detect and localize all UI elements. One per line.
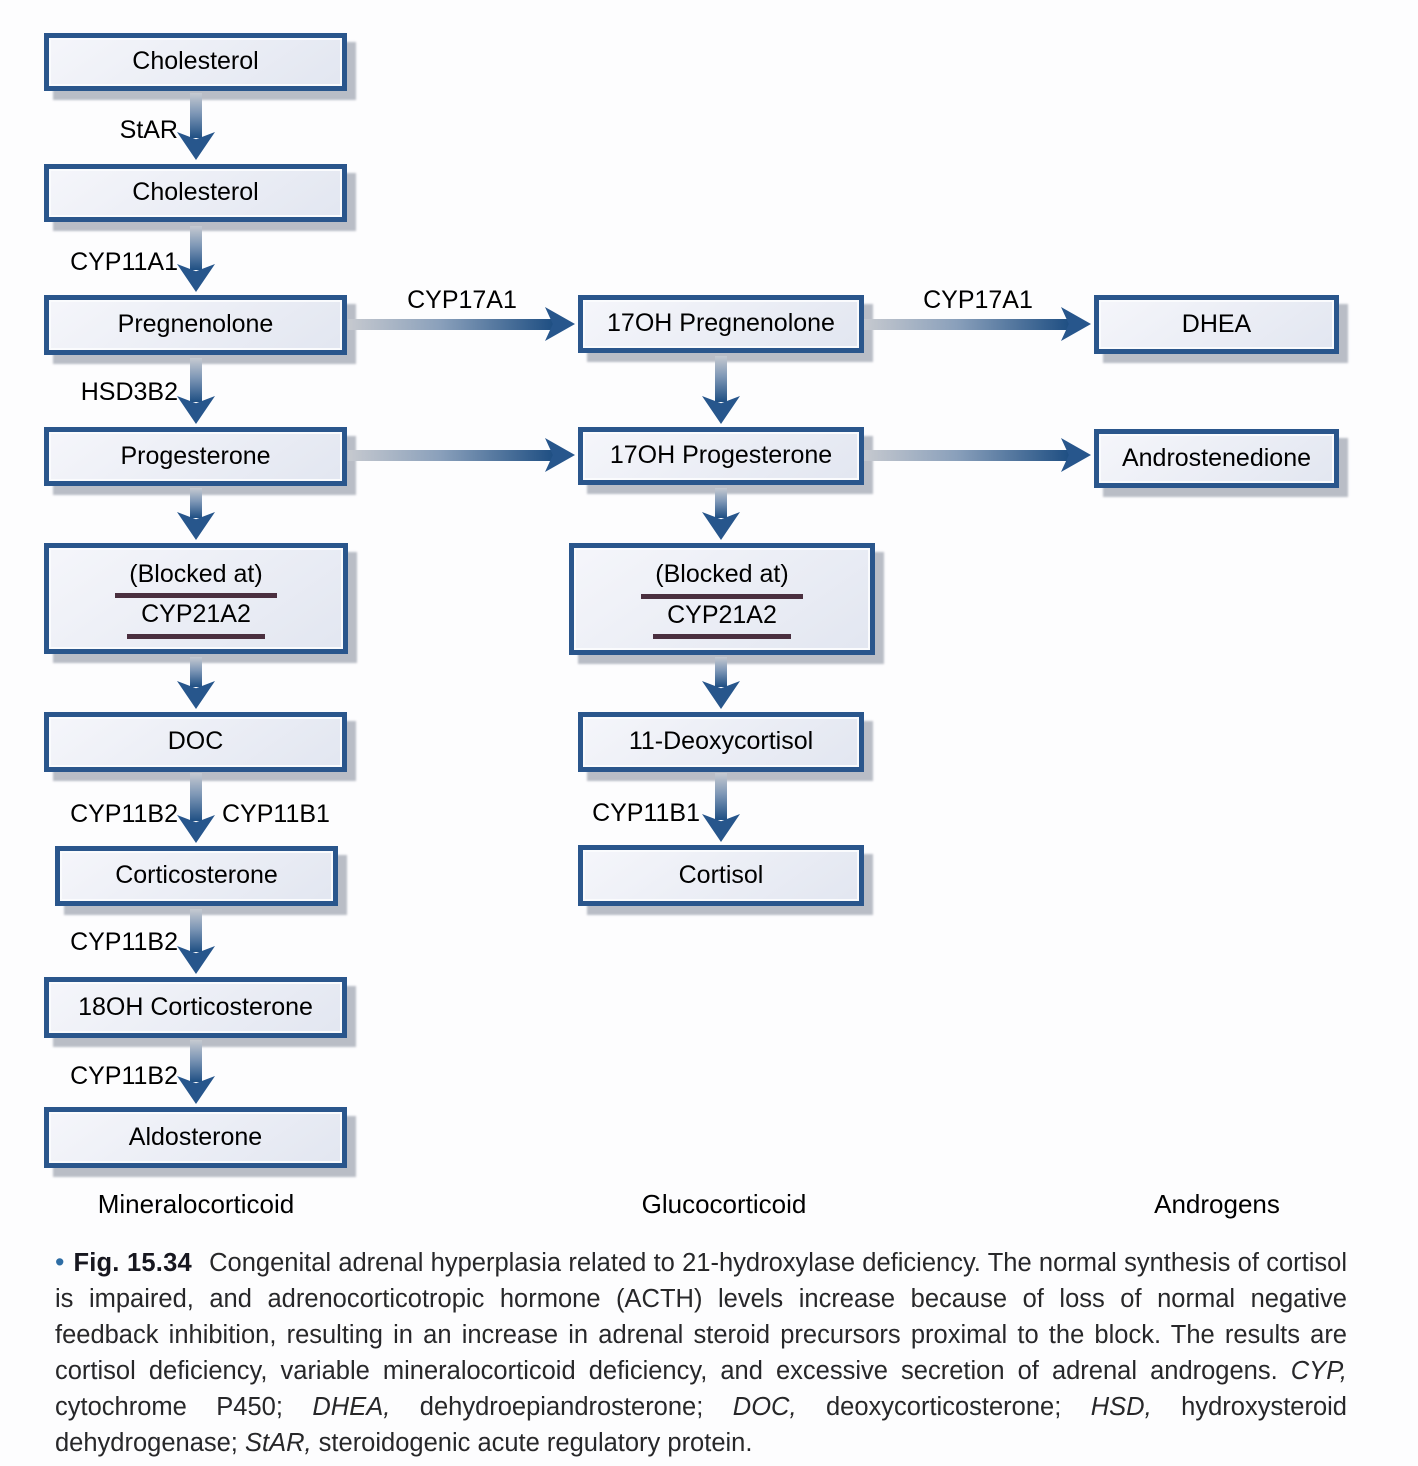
blocked-line-1: (Blocked at) <box>641 561 802 599</box>
enzyme-label-cyp11b1-doc: CYP11B1 <box>222 800 330 828</box>
down-arrow-icon <box>177 657 215 709</box>
caption-text: Congenital adrenal hyperplasia related to 21-hydroxylase deficiency. The normal synthesis of cortisol is impaired, and adrenocorticotropic hormone (ACTH) levels increase because of loss of normal negative feedback inhibition, resulting in an increase in adrenal steroid precursors proximal to the block. The results are cortisol deficiency, variable mineralocorticoid deficiency, and excessive secretion of adrenal androgens. <box>55 1249 1347 1385</box>
node-label: 17OH Progesterone <box>609 441 833 470</box>
right-arrow-icon <box>864 438 1091 472</box>
node-doc <box>44 712 347 772</box>
caption-text: cytochrome P450; <box>55 1393 313 1421</box>
caption-abbr-dhea: DHEA, <box>312 1393 391 1421</box>
caption-abbr-cyp: CYP, <box>1290 1357 1347 1385</box>
node-label: Corticosterone <box>115 861 278 890</box>
node-label: Aldosterone <box>128 1122 263 1151</box>
caption-text: deoxycorticosterone; <box>796 1393 1091 1421</box>
category-label-mineralocorticoid: Mineralocorticoid <box>97 1189 295 1219</box>
node-progesterone <box>44 427 347 486</box>
node-blocked-cyp21a2-middle <box>569 543 875 655</box>
node-cholesterol-2 <box>44 164 347 222</box>
down-arrow-icon <box>177 226 215 292</box>
node-11-deoxycortisol <box>578 712 864 772</box>
node-dhea <box>1094 295 1339 354</box>
enzyme-label-cyp11b2-cortico: CYP11B2 <box>70 928 178 956</box>
node-label: Cholesterol <box>132 47 259 76</box>
node-cholesterol-1 <box>44 33 347 91</box>
down-arrow-icon <box>177 773 215 843</box>
enzyme-label-cyp17a1-right: CYP17A1 <box>923 286 1033 314</box>
down-arrow-icon <box>177 358 215 424</box>
enzyme-label-cyp11b2-doc: CYP11B2 <box>70 800 178 828</box>
node-aldosterone <box>44 1107 347 1168</box>
node-pregnenolone <box>44 295 347 355</box>
down-arrow-icon <box>702 488 740 540</box>
down-arrow-icon <box>177 1040 215 1104</box>
node-label: 17OH Pregnenolone <box>607 309 835 338</box>
node-label: 11-Deoxycortisol <box>628 727 814 756</box>
node-18oh-corticosterone <box>44 977 347 1038</box>
caption-text: dehydroepiandrosterone; <box>390 1393 733 1421</box>
enzyme-label-cyp11b1-deoxy: CYP11B1 <box>592 799 700 827</box>
caption-abbr-hsd: HSD, <box>1090 1393 1152 1421</box>
down-arrow-icon <box>702 773 740 842</box>
node-label: DHEA <box>1181 309 1252 338</box>
node-androstenedione <box>1094 429 1339 488</box>
node-label: Androstenedione <box>1121 443 1312 472</box>
node-blocked-cyp21a2-left <box>44 543 348 654</box>
node-corticosterone <box>55 846 338 906</box>
down-arrow-icon <box>702 356 740 424</box>
blocked-line-2: CYP21A2 <box>653 602 791 640</box>
node-cortisol <box>578 845 864 906</box>
node-label: DOC <box>167 727 224 756</box>
caption-abbr-star: StAR, <box>244 1429 312 1457</box>
caption-text: steroidogenic acute regulatory protein. <box>311 1429 753 1457</box>
figure-caption <box>55 1244 1347 1461</box>
caption-bullet-icon: • <box>55 1247 65 1277</box>
blocked-line-1: (Blocked at) <box>115 561 276 599</box>
caption-figure-number: Fig. 15.34 <box>73 1249 192 1277</box>
down-arrow-icon <box>177 93 215 160</box>
enzyme-label-hsd3b2: HSD3B2 <box>80 378 178 406</box>
caption-text: hydroxysteroid dehydrogenase; <box>55 1393 1347 1457</box>
enzyme-label-star: StAR <box>119 116 178 144</box>
enzyme-label-cyp17a1-top: CYP17A1 <box>407 286 517 314</box>
category-label-glucocorticoid: Glucocorticoid <box>641 1189 807 1219</box>
down-arrow-icon <box>702 657 740 709</box>
blocked-line-2: CYP21A2 <box>127 601 265 639</box>
caption-abbr-doc: DOC, <box>732 1393 797 1421</box>
node-17oh-progesterone <box>578 427 864 485</box>
down-arrow-icon <box>177 488 215 540</box>
node-label: Pregnenolone <box>117 310 274 339</box>
right-arrow-icon <box>348 438 575 472</box>
node-label: Progesterone <box>120 441 271 470</box>
node-17oh-pregnenolone <box>578 295 864 353</box>
category-label-androgens: Androgens <box>1154 1189 1280 1219</box>
enzyme-label-cyp11b2-18oh: CYP11B2 <box>70 1062 178 1090</box>
enzyme-label-cyp11a1: CYP11A1 <box>70 248 178 276</box>
node-label: Cholesterol <box>132 178 259 207</box>
down-arrow-icon <box>177 909 215 974</box>
node-label: 18OH Corticosterone <box>78 992 313 1021</box>
node-label: Cortisol <box>678 860 764 889</box>
